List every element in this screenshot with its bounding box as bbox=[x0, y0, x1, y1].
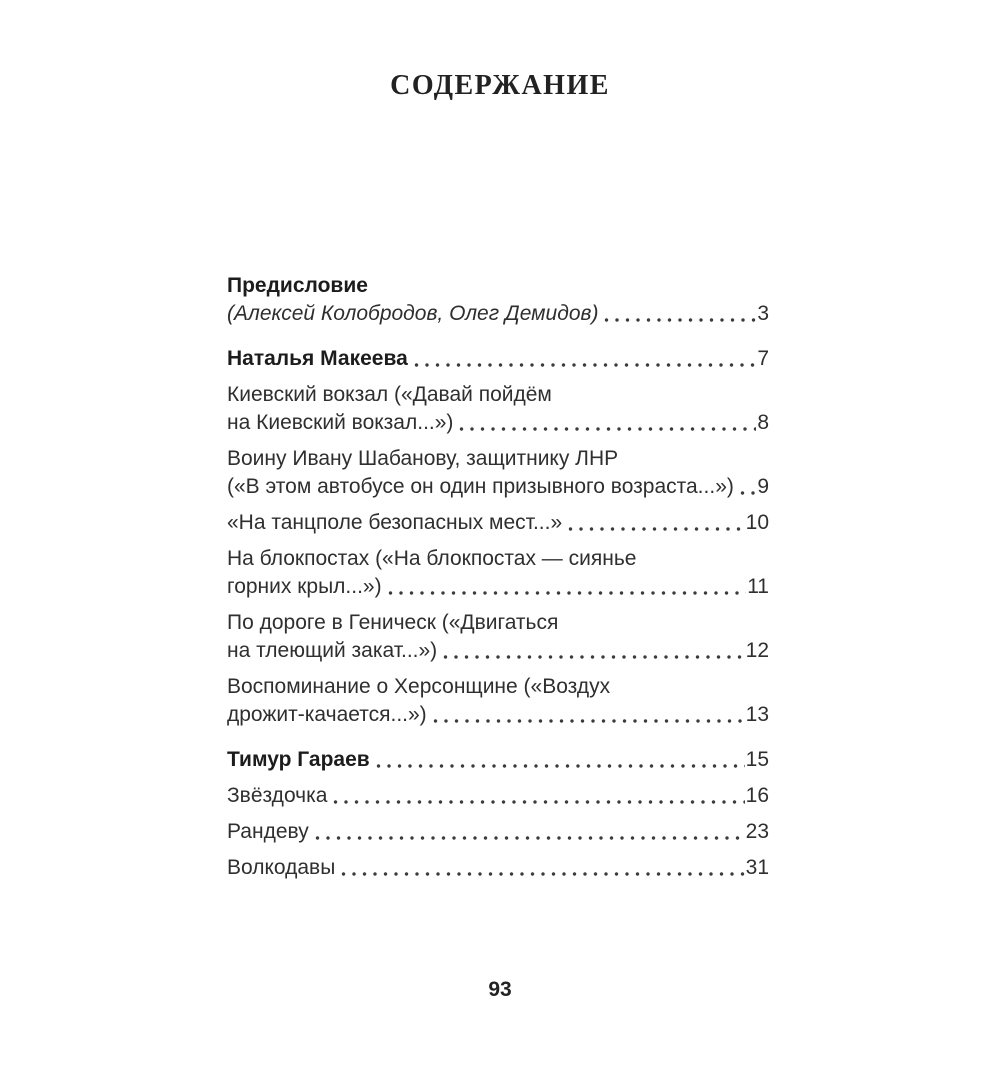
toc-entry bbox=[227, 673, 769, 729]
toc-entry-title: Тимур Гараев bbox=[227, 748, 370, 771]
dot-leader bbox=[315, 835, 745, 841]
toc-entry-page: 15 bbox=[745, 748, 769, 771]
toc-entry bbox=[227, 345, 769, 373]
toc-entry bbox=[227, 545, 769, 601]
toc-entry-line: Киевский вокзал («Давай пойдём bbox=[227, 383, 552, 406]
toc-entry-title: горних крыл...») bbox=[227, 575, 382, 598]
toc-entry-leader-line bbox=[227, 573, 769, 601]
toc-entry-page: 3 bbox=[757, 302, 769, 325]
toc-entry-leader-line bbox=[227, 782, 769, 810]
toc-entry-page: 13 bbox=[745, 703, 769, 726]
toc-entry-leader-line bbox=[227, 854, 769, 882]
toc-entry-leader-line bbox=[227, 746, 769, 774]
toc-entry bbox=[227, 854, 769, 882]
toc-entry-title: Звёздочка bbox=[227, 784, 328, 807]
toc-entry-leader-line bbox=[227, 701, 769, 729]
toc-entry-page: 10 bbox=[745, 511, 769, 534]
toc-entry-title: на Киевский вокзал...») bbox=[227, 411, 454, 434]
dot-leader bbox=[333, 799, 744, 805]
toc-entry-leader-line bbox=[227, 637, 769, 665]
toc-entry-leader-line bbox=[227, 509, 769, 537]
toc-entry-title: Волкодавы bbox=[227, 856, 336, 879]
toc-entry-leader-line bbox=[227, 300, 769, 328]
toc-entry-page: 8 bbox=[757, 411, 769, 434]
dot-leader bbox=[341, 871, 744, 877]
toc-entry-title: Рандеву bbox=[227, 820, 309, 843]
toc-entry-line: Предисловие bbox=[227, 274, 368, 297]
toc-entry-line: Воспоминание о Херсонщине («Воздух bbox=[227, 675, 611, 698]
toc-entry-leader-line bbox=[227, 345, 769, 373]
toc-entry-title: на тлеющий закат...») bbox=[227, 639, 438, 662]
toc-entry-title: «На танцполе безопасных мест...» bbox=[227, 511, 563, 534]
toc-entry bbox=[227, 381, 769, 437]
footer-page-number: 93 bbox=[488, 978, 512, 1001]
dot-leader bbox=[443, 654, 744, 660]
toc-entry-leader-line bbox=[227, 818, 769, 846]
toc-entry bbox=[227, 782, 769, 810]
toc-list bbox=[227, 272, 769, 882]
dot-leader bbox=[568, 526, 744, 532]
toc-entry-page: 7 bbox=[757, 347, 769, 370]
toc-entry bbox=[227, 609, 769, 665]
toc-entry-line: По дороге в Геническ («Двигаться bbox=[227, 611, 559, 634]
dot-leader bbox=[740, 490, 756, 496]
toc-entry-title: («В этом автобусе он один призывного возраста...») bbox=[227, 475, 734, 498]
toc-entry-page: 23 bbox=[745, 820, 769, 843]
dot-leader bbox=[604, 317, 756, 323]
toc-entry-title: дрожит-качается...») bbox=[227, 703, 427, 726]
toc-entry-line: Воину Ивану Шабанову, защитнику ЛНР bbox=[227, 447, 619, 470]
toc-entry-page: 31 bbox=[745, 856, 769, 879]
dot-leader bbox=[459, 426, 756, 432]
toc-entry-leader-line bbox=[227, 473, 769, 501]
toc-entry-page: 9 bbox=[757, 475, 769, 498]
toc-entry-line: На блокпостах («На блокпостах — сиянье bbox=[227, 547, 637, 570]
toc-entry bbox=[227, 509, 769, 537]
dot-leader bbox=[414, 362, 757, 368]
toc-entry bbox=[227, 746, 769, 774]
toc-entry bbox=[227, 272, 769, 328]
dot-leader bbox=[433, 718, 745, 724]
toc-entry-title: (Алексей Колобродов, Олег Демидов) bbox=[227, 302, 599, 325]
toc-entry-leader-line bbox=[227, 409, 769, 437]
toc-entry-page: 12 bbox=[745, 639, 769, 662]
toc-entry-page: 16 bbox=[745, 784, 769, 807]
toc-entry bbox=[227, 445, 769, 501]
page-title: СОДЕРЖАНИЕ bbox=[390, 70, 610, 101]
toc-entry bbox=[227, 818, 769, 846]
dot-leader bbox=[388, 590, 747, 596]
dot-leader bbox=[376, 763, 745, 769]
toc-entry-title: Наталья Макеева bbox=[227, 347, 408, 370]
toc-entry-page: 11 bbox=[747, 575, 769, 598]
